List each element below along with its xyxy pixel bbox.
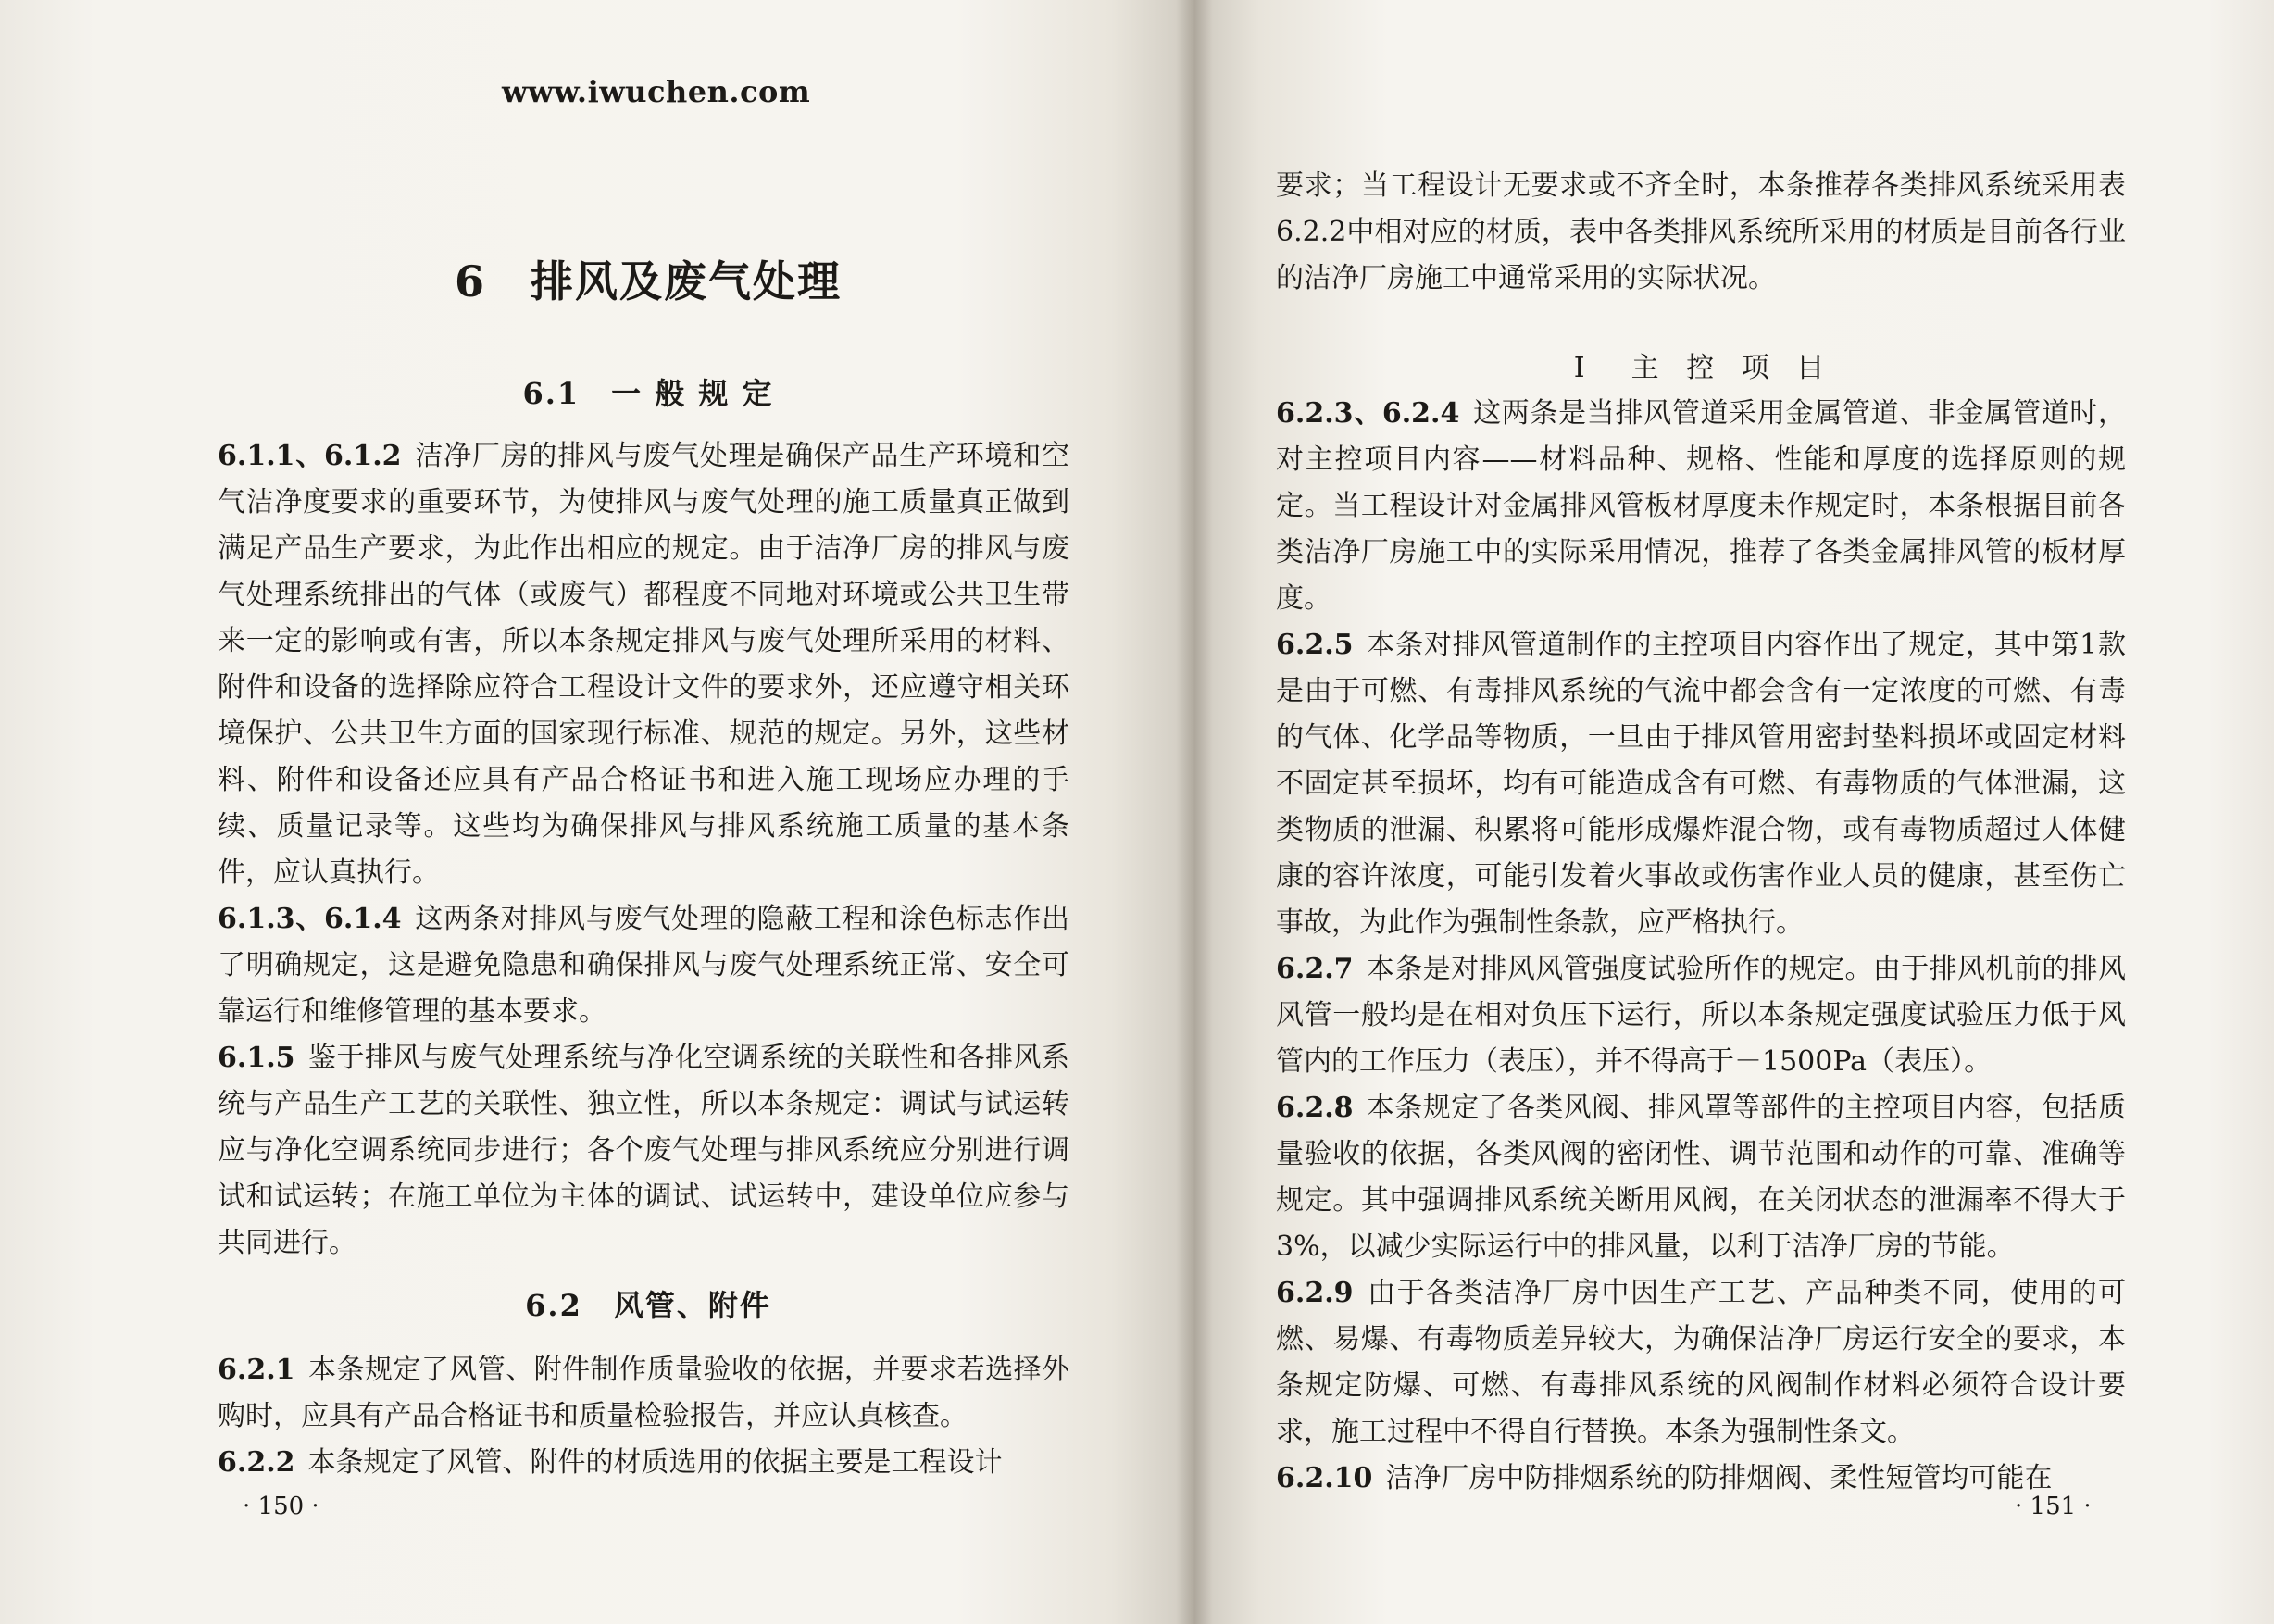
watermark-url: www.iwuchen.com — [502, 74, 811, 109]
right-body — [1276, 344, 2126, 1502]
clause-paragraph — [1276, 1270, 2126, 1455]
clause-paragraph — [1276, 1455, 2126, 1502]
clause-paragraph — [218, 1347, 1069, 1440]
section-6-2-body — [218, 1347, 1069, 1486]
clause-number: 6.2.10 — [1276, 1462, 1373, 1494]
clause-number: 6.2.8 — [1276, 1092, 1354, 1124]
section-title-6-1: 6.1 一 般 规 定 — [522, 376, 774, 411]
clause-number: 6.2.2 — [218, 1446, 295, 1479]
page-number-left: · 150 · — [243, 1493, 319, 1520]
clause-text: 本条规定了风管、附件的材质选用的依据主要是工程设计 — [307, 1446, 1003, 1479]
right-continuation — [1276, 163, 2126, 302]
clause-paragraph — [218, 1440, 1069, 1486]
subsection-heading: Ⅰ 主 控 项 目 — [1573, 352, 1834, 384]
clause-number: 6.2.5 — [1276, 629, 1354, 661]
clause-text: 这两条对排风与废气处理的隐蔽工程和涂色标志作出了明确规定，这是避免隐患和确保排风与废气处理系统正常、安全可靠运行和维修管理的基本要求。 — [218, 903, 1069, 1028]
clause-text: 本条规定了风管、附件制作质量验收的依据，并要求若选择外购时，应具有产品合格证书和质量检验报告，并应认真核查。 — [218, 1354, 1069, 1432]
clause-number: 6.2.3、6.2.4 — [1276, 397, 1460, 430]
clause-text: 由于各类洁净厂房中因生产工艺、产品种类不同，使用的可燃、易爆、有毒物质差异较大，为确保洁净厂房运行安全的要求，本条规定防爆、可燃、有毒排风系统的风阀制作材料必须符合设计要求，施工过程中不得自行替换。本条为强制性条文。 — [1276, 1277, 2126, 1448]
clause-text: 本条对排风管道制作的主控项目内容作出了规定，其中第1款是由于可燃、有毒排风系统的气流中都会含有一定浓度的可燃、有毒的气体、化学品等物质，一旦由于排风管用密封垫料损坏或固定材料不固定甚至损坏，均有可能造成含有可燃、有毒物质的气体泄漏，这类物质的泄漏、积累将可能形成爆炸混合物，或有毒物质超过人体健康的容许浓度，可能引发着火事故或伤害作业人员的健康，甚至伤亡事故，为此作为强制性条款，应严格执行。 — [1276, 629, 2126, 939]
clause-paragraph — [1276, 391, 2126, 622]
continuation-text: 要求；当工程设计无要求或不齐全时，本条推荐各类排风系统采用表6.2.2中相对应的材质，表中各类排风系统所采用的材质是目前各行业的洁净厂房施工中通常采用的实际状况。 — [1276, 169, 2126, 294]
clause-number: 6.2.1 — [218, 1354, 295, 1386]
chapter-title: 6 排风及废气处理 — [454, 256, 842, 306]
clause-text: 洁净厂房中防排烟系统的防排烟阀、柔性短管均可能在 — [1385, 1462, 2053, 1494]
clause-number: 6.1.3、6.1.4 — [218, 903, 402, 935]
clause-number: 6.1.5 — [218, 1042, 295, 1074]
clause-paragraph — [218, 433, 1069, 896]
section-6-1-body — [218, 433, 1069, 1267]
clause-number: 6.2.7 — [1276, 953, 1354, 985]
page-number-right: · 151 · — [2015, 1493, 2092, 1520]
clause-paragraph — [1276, 1085, 2126, 1270]
clause-paragraph — [218, 896, 1069, 1035]
book-gutter — [1176, 0, 1213, 1624]
clause-number: 6.1.1、6.1.2 — [218, 440, 402, 472]
section-title-6-2: 6.2 风管、附件 — [525, 1288, 771, 1323]
clause-text: 这两条是当排风管道采用金属管道、非金属管道时，对主控项目内容——材料品种、规格、性能和厚度的选择原则的规定。当工程设计对金属排风管板材厚度未作规定时，本条根据目前各类洁净厂房施工中的实际采用情况，推荐了各类金属排风管的板材厚度。 — [1276, 397, 2127, 615]
clause-text: 本条是对排风风管强度试验所作的规定。由于排风机前的排风风管一般均是在相对负压下运行，所以本条规定强度试验压力低于风管内的工作压力（表压），并不得高于－1500Pa（表压）。 — [1276, 953, 2126, 1078]
clause-paragraph — [1276, 622, 2126, 946]
clause-text: 本条规定了各类风阀、排风罩等部件的主控项目内容，包括质量验收的依据，各类风阀的密闭性、调节范围和动作的可靠、准确等规定。其中强调排风系统关断用风阀，在关闭状态的泄漏率不得大于3%，以减少实际运行中的排风量，以利于洁净厂房的节能。 — [1276, 1092, 2126, 1263]
clause-text: 洁净厂房的排风与废气处理是确保产品生产环境和空气洁净度要求的重要环节，为使排风与废气处理的施工质量真正做到满足产品生产要求，为此作出相应的规定。由于洁净厂房的排风与废气处理系统排出的气体（或废气）都程度不同地对环境或公共卫生带来一定的影响或有害，所以本条规定排风与废气处理所采用的材料、附件和设备的选择除应符合工程设计文件的要求外，还应遵守相关环境保护、公共卫生方面的国家现行标准、规范的规定。另外，这些材料、附件和设备还应具有产品合格证书和进入施工现场应办理的手续、质量记录等。这些均为确保排风与排风系统施工质量的基本条件，应认真执行。 — [218, 440, 1069, 889]
clause-paragraph — [1276, 946, 2126, 1085]
clause-paragraph — [218, 1035, 1069, 1267]
clause-number: 6.2.9 — [1276, 1277, 1354, 1309]
clause-text: 鉴于排风与废气处理系统与净化空调系统的关联性和各排风系统与产品生产工艺的关联性、独立性，所以本条规定：调试与试运转应与净化空调系统同步进行；各个废气处理与排风系统应分别进行调试和试运转；在施工单位为主体的调试、试运转中，建设单位应参与共同进行。 — [218, 1042, 1069, 1259]
